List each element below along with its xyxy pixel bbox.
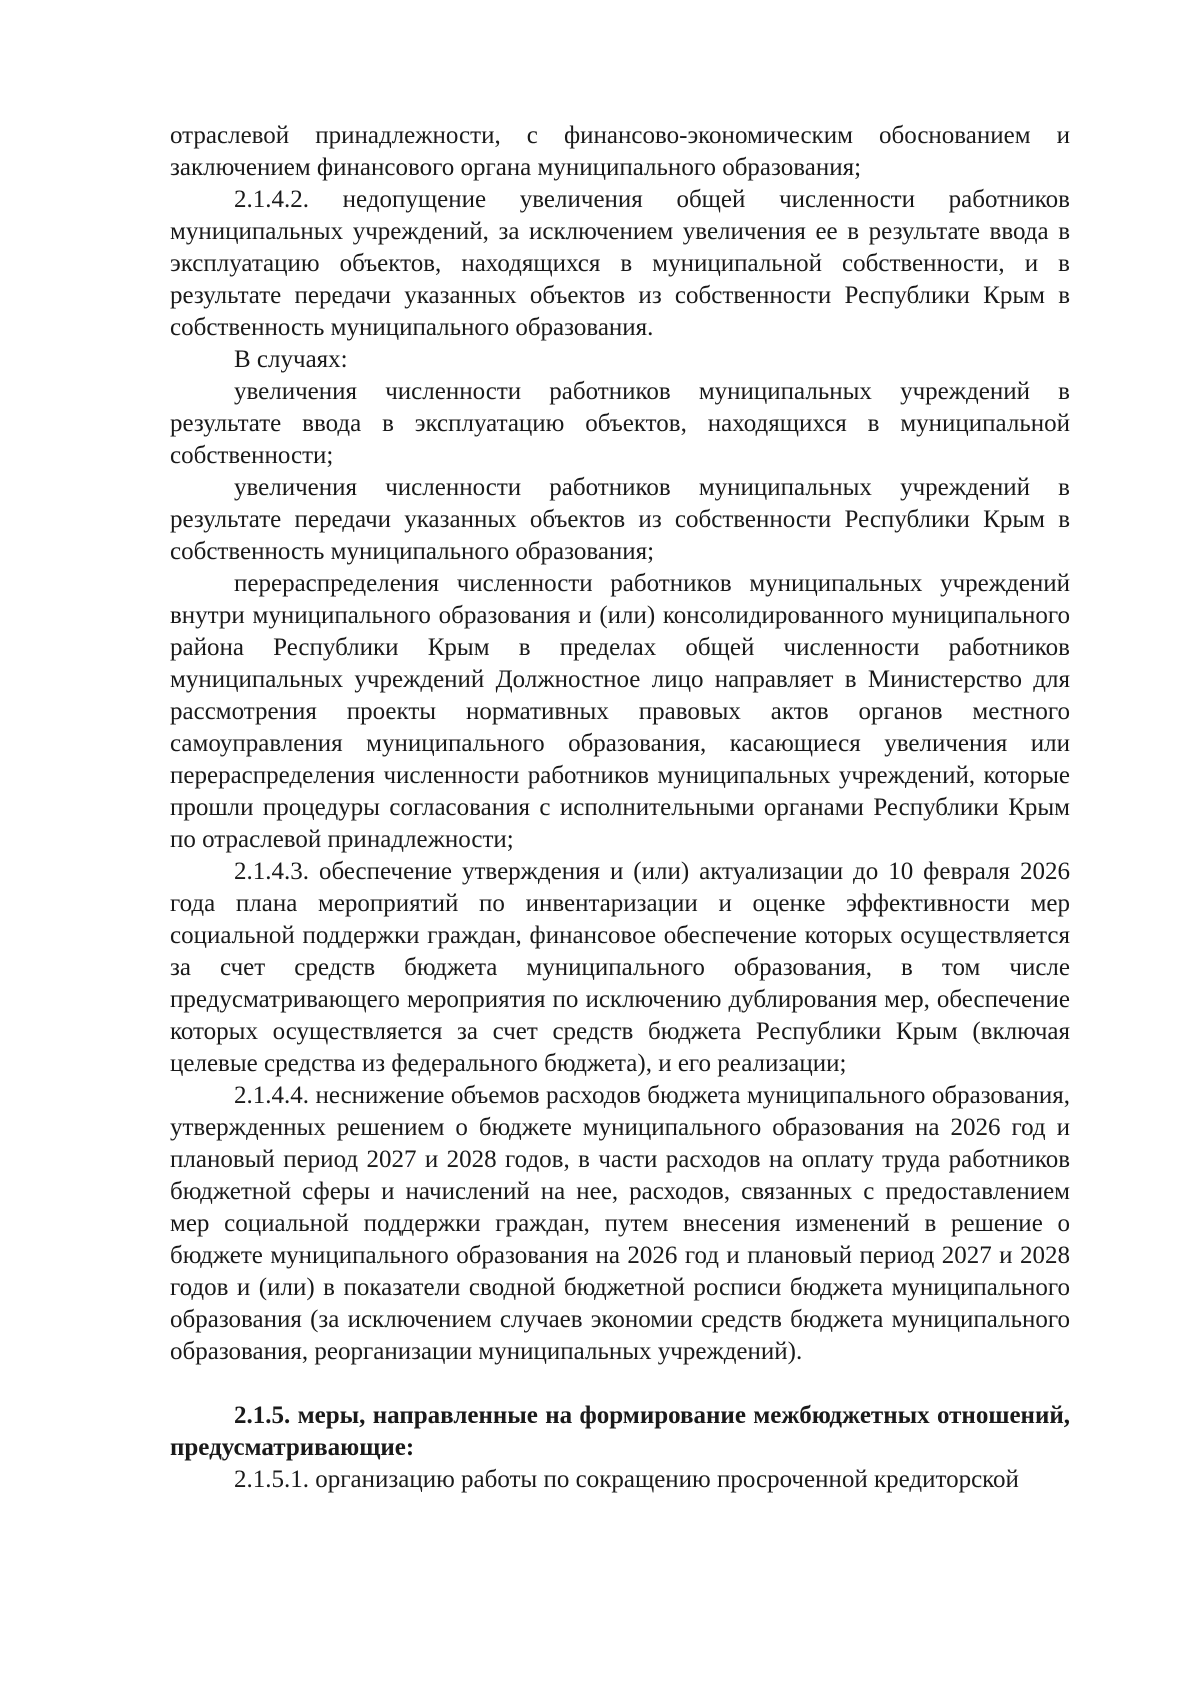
paragraph-case-3: перераспределения численности работников муниципальных учреждений внутри муниципального образования и (или) консолидированного муниципального района Республики Крым в пределах общей численности работников муниципальных учреждений Должностное лицо направляет в Министерство для рассмотрения проекты нормативных правовых актов органов местного самоуправления муниципального образования, касающиеся увеличения или перераспределения численности работников муниципальных учреждений, которые прошли процедуры согласования с исполнительными органами Республики Крым по отраслевой принадлежности;: [170, 570, 1070, 853]
paragraph-2-1-4-4: 2.1.4.4. неснижение объемов расходов бюджета муниципального образования, утвержденных решением о бюджете муниципального образования на 2026 год и плановый период 2027 и 2028 годов, в части расходов на оплату труда работников бюджетной сферы и начислений на нее, расходов, связанных с предоставлением мер социальной поддержки граждан, путем внесения изменений в решение о бюджете муниципального образования на 2026 год и плановый период 2027 и 2028 годов и (или) в показатели сводной бюджетной росписи бюджета муниципального образования (за исключением случаев экономии средств бюджета муниципального образования, реорганизации муниципальных учреждений).: [170, 1082, 1070, 1365]
paragraph-2-1-5-1: 2.1.5.1. организацию работы по сокращению просроченной кредиторской: [234, 1466, 1019, 1493]
section-heading-2-1-5: 2.1.5. меры, направленные на формирование межбюджетных отношений, предусматривающие:: [170, 1402, 1070, 1461]
paragraph-cases-intro: В случаях:: [234, 346, 348, 373]
paragraph-continuation: отраслевой принадлежности, с финансово-экономическим обоснованием и заключением финансового органа муниципального образования;: [170, 122, 1070, 181]
paragraph-case-2: увеличения численности работников муниципальных учреждений в результате передачи указанных объектов из собственности Республики Крым в собственность муниципального образования;: [170, 474, 1070, 565]
paragraph-case-1: увеличения численности работников муниципальных учреждений в результате ввода в эксплуатацию объектов, находящихся в муниципальной собственности;: [170, 378, 1070, 469]
paragraph-2-1-4-2: 2.1.4.2. недопущение увеличения общей численности работников муниципальных учреждений, за исключением увеличения ее в результате ввода в эксплуатацию объектов, находящихся в муниципальной собственности, и в результате передачи указанных объектов из собственности Республики Крым в собственность муниципального образования.: [170, 186, 1070, 341]
document-body: [170, 120, 1070, 1496]
paragraph-2-1-4-3: 2.1.4.3. обеспечение утверждения и (или) актуализации до 10 февраля 2026 года плана мероприятий по инвентаризации и оценке эффективности мер социальной поддержки граждан, финансовое обеспечение которых осуществляется за счет средств бюджета муниципального образования, в том числе предусматривающего мероприятия по исключению дублирования мер, обеспечение которых осуществляется за счет средств бюджета Республики Крым (включая целевые средства из федерального бюджета), и его реализации;: [170, 858, 1070, 1077]
